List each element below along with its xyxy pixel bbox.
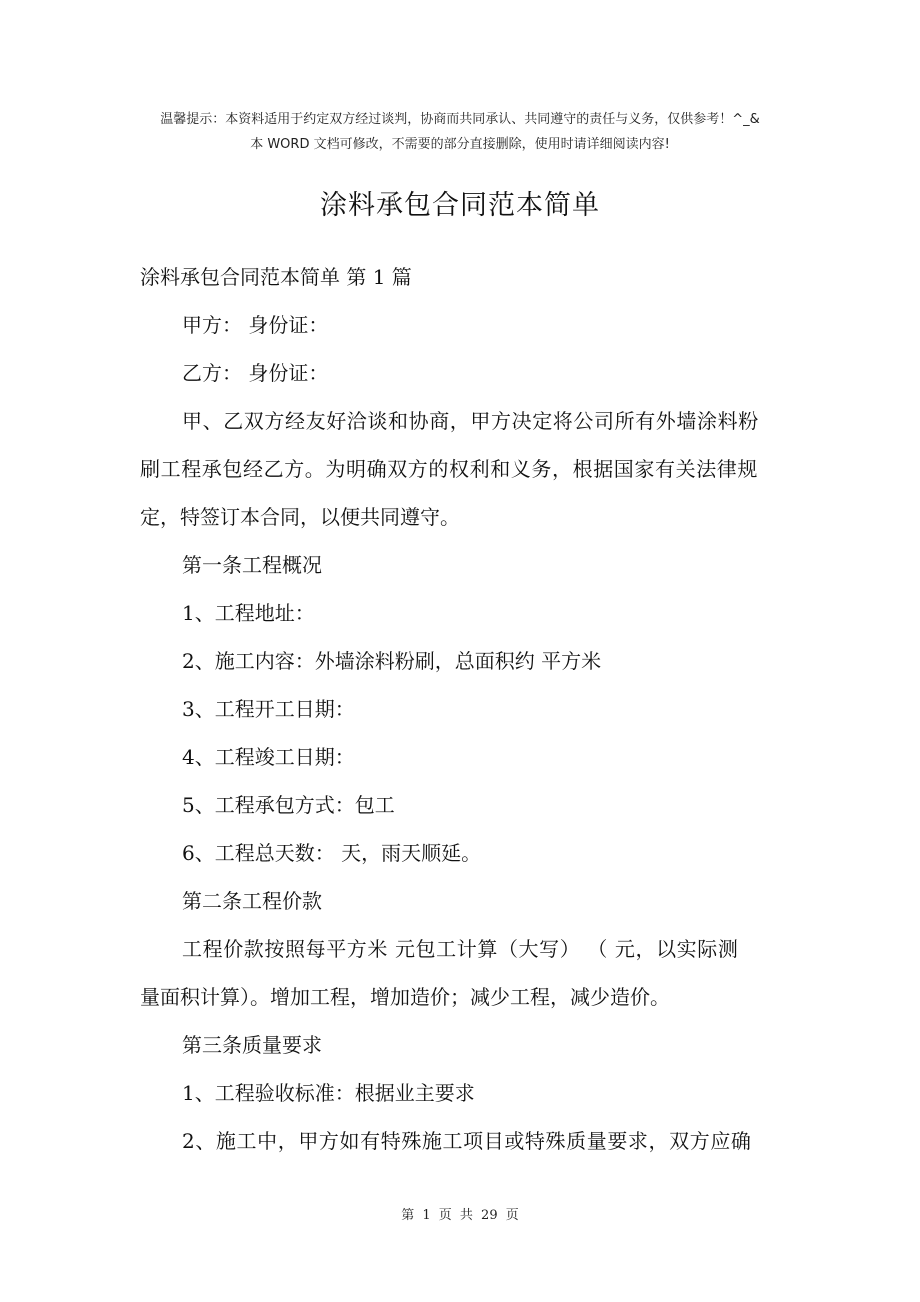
article-heading: 第三条质量要求	[182, 1033, 322, 1057]
notice-line-2: 本 WORD 文档可修改，不需要的部分直接删除，使用时请详细阅读内容!	[250, 137, 670, 152]
document-title: 涂料承包合同范本简单	[320, 190, 600, 221]
article-heading: 第二条工程价款	[182, 889, 322, 913]
party-a-line: 甲方： 身份证：	[182, 313, 329, 337]
article-heading: 第一条工程概况	[182, 553, 322, 577]
paragraph-line: 工程价款按照每平方米 元包工计算（大写） （ 元，以实际测	[182, 937, 739, 961]
list-item: 1、工程验收标准：根据业主要求	[182, 1081, 475, 1105]
paragraph-line: 量面积计算）。增加工程，增加造价；减少工程，减少造价。	[140, 985, 670, 1009]
notice-line-1: 温馨提示：本资料适用于约定双方经过谈判，协商而共同承认、共同遵守的责任与义务，仅供参考！^_&	[160, 112, 760, 127]
list-item: 2、施工中，甲方如有特殊施工项目或特殊质量要求，双方应确	[182, 1129, 752, 1153]
paragraph-line: 甲、乙双方经友好洽谈和协商，甲方决定将公司所有外墙涂料粉	[182, 409, 759, 433]
list-item: 1、工程地址：	[182, 601, 315, 625]
party-b-line: 乙方： 身份证：	[182, 361, 329, 385]
list-item: 5、工程承包方式：包工	[182, 793, 395, 817]
list-item: 4、工程竣工日期：	[182, 745, 355, 769]
list-item: 6、工程总天数： 天，雨天顺延。	[182, 841, 482, 865]
section-heading: 涂料承包合同范本简单 第 1 篇	[140, 265, 412, 289]
paragraph-line: 刷工程承包经乙方。为明确双方的权利和义务，根据国家有关法律规	[140, 457, 758, 481]
page-number: 第 1 页 共 29 页	[401, 1208, 519, 1223]
paragraph-line: 定，特签订本合同，以便共同遵守。	[140, 505, 460, 529]
list-item: 3、工程开工日期：	[182, 697, 355, 721]
list-item: 2、施工内容：外墙涂料粉刷，总面积约 平方米	[182, 649, 602, 673]
